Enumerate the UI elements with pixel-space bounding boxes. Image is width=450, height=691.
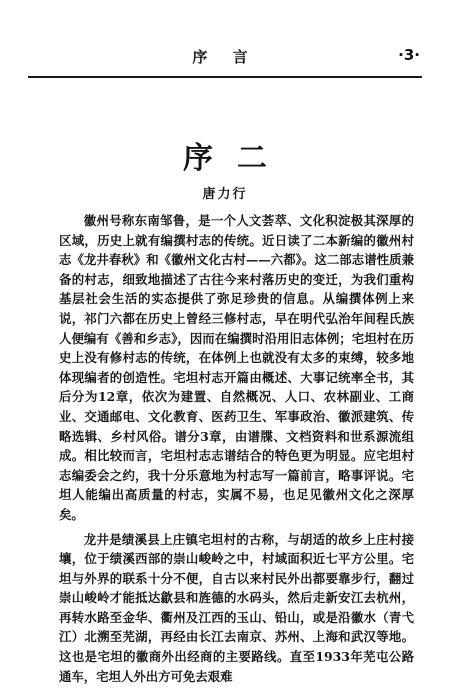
- running-header-title: 序 言: [192, 48, 258, 66]
- paragraph: 徽州号称东南邹鲁，是一个人文荟萃、文化积淀极其深厚的区域，历史上就有编撰村志的传统。近日读了二本新编的徽州村志《龙井春秋》和《徽州文化古村——六都》。这二部志谱性质兼备的村志，细致地描述了古往今来村落历史的变迁，为我们重构基层社会生活的实态提供了弥足珍贵的信息。从编撰体例上来说，祁门六都在历史上曾经三修村志，早在明代弘治年间程氏族人便编有《善和乡志》，因而在编撰时沿用旧志体例；宅坦村在历史上没有修村志的传统，在体例上也就没有太多的束缚，较多地体现编者的创造性。宅坦村志开篇由概述、大事记统率全书，其后分为12章，依次为建置、自然概况、人口、农林副业、工商业、交通邮电、文化教育、医药卫生、军事政治、徽派建筑、传略选辑、乡村风俗。谱分3章，由谱牒、文档资料和世系源流组成。相比较而言，宅坦村志志谱结合的特色更为明显。应宅坦村志编委会之约，我十分乐意地为村志写一篇前言，略事评说。宅坦人能编出高质量的村志，实属不易，也足见徽州文化之深厚矣。: [59, 213, 414, 522]
- paragraph: 龙井是绩溪县上庄镇宅坦村的古称，与胡适的故乡上庄村接壤，位于绩溪西部的崇山峻岭之中，村域面积近七平方公里。宅坦与外界的联系十分不便，自古以来村民外出都要靠步行，翻过崇山峻岭才能抵达歙县和旌德的水码头，然后走新安江去杭州，再转水路至金华、衢州及江西的玉山、铅山，或是沿徽水（青弋江）北溯至芜湖，再经由长江去南京、苏州、上海和武汉等地。这也是宅坦的徽商外出经商的主要路线。直至1933年芜屯公路通车，宅坦人外出方可免去艰难: [59, 531, 414, 684]
- body-text: [59, 211, 414, 691]
- author-name: 唐力行: [202, 187, 248, 202]
- running-header: [28, 46, 422, 70]
- page-number: ·3·: [398, 46, 420, 64]
- chapter-title: 序二: [183, 141, 291, 176]
- header-rule: [28, 76, 422, 78]
